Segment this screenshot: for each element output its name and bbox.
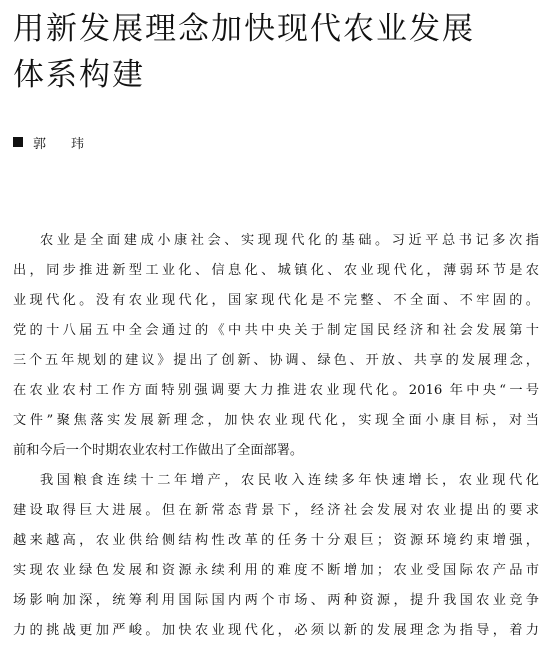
- author-name: 郭 玮: [33, 136, 91, 152]
- paragraph-2-line-2: 建设取得巨大进展。但在新常态背景下，经济社会发展对农业提出的要求: [13, 503, 539, 518]
- black-square-icon: [13, 137, 23, 147]
- paragraph-1-line-2: 出，同步推进新型工业化、信息化、城镇化、农业现代化，薄弱环节是农: [13, 263, 539, 278]
- article-body: [13, 226, 539, 646]
- paragraph-1-line-7: 文件”聚焦落实发展新理念，加快农业现代化，实现全面小康目标，对当: [13, 413, 539, 428]
- paragraph-2-line-1: 我国粮食连续十二年增产，农民收入连续多年快速增长，农业现代化: [40, 473, 539, 488]
- paragraph-1-line-1: 农业是全面建成小康社会、实现现代化的基础。习近平总书记多次指: [40, 233, 539, 248]
- article-title-line-2: 体系构建: [13, 57, 145, 93]
- paragraph-1-line-6: 在农业农村工作方面特别强调要大力推进农业现代化。2016 年中央“一号: [13, 383, 539, 398]
- paragraph-2-line-4: 实现农业绿色发展和资源永续利用的难度不断增加；农业受国际农产品市: [13, 563, 539, 578]
- article-title: [13, 6, 543, 98]
- paragraph-1-line-4: 党的十八届五中全会通过的《中共中央关于制定国民经济和社会发展第十: [13, 323, 539, 338]
- article-title-line-1: 用新发展理念加快现代农业发展: [13, 11, 475, 47]
- paragraph-2-line-5: 场影响加深，统筹利用国际国内两个市场、两种资源，提升我国农业竞争: [13, 593, 539, 608]
- paragraph-1-line-3: 业现代化。没有农业现代化，国家现代化是不完整、不全面、不牢固的。: [13, 293, 539, 308]
- paragraph-1-line-5: 三个五年规划的建议》提出了创新、协调、绿色、开放、共享的发展理念，: [13, 353, 539, 368]
- paragraph-2-line-3: 越来越高，农业供给侧结构性改革的任务十分艰巨；资源环境约束增强，: [13, 533, 539, 548]
- paragraph-1-line-8: 前和今后一个时期农业农村工作做出了全面部署。: [13, 443, 304, 458]
- paragraph-2-line-6: 力的挑战更加严峻。加快农业现代化，必须以新的发展理念为指导，着力: [13, 623, 539, 638]
- byline: [13, 133, 90, 151]
